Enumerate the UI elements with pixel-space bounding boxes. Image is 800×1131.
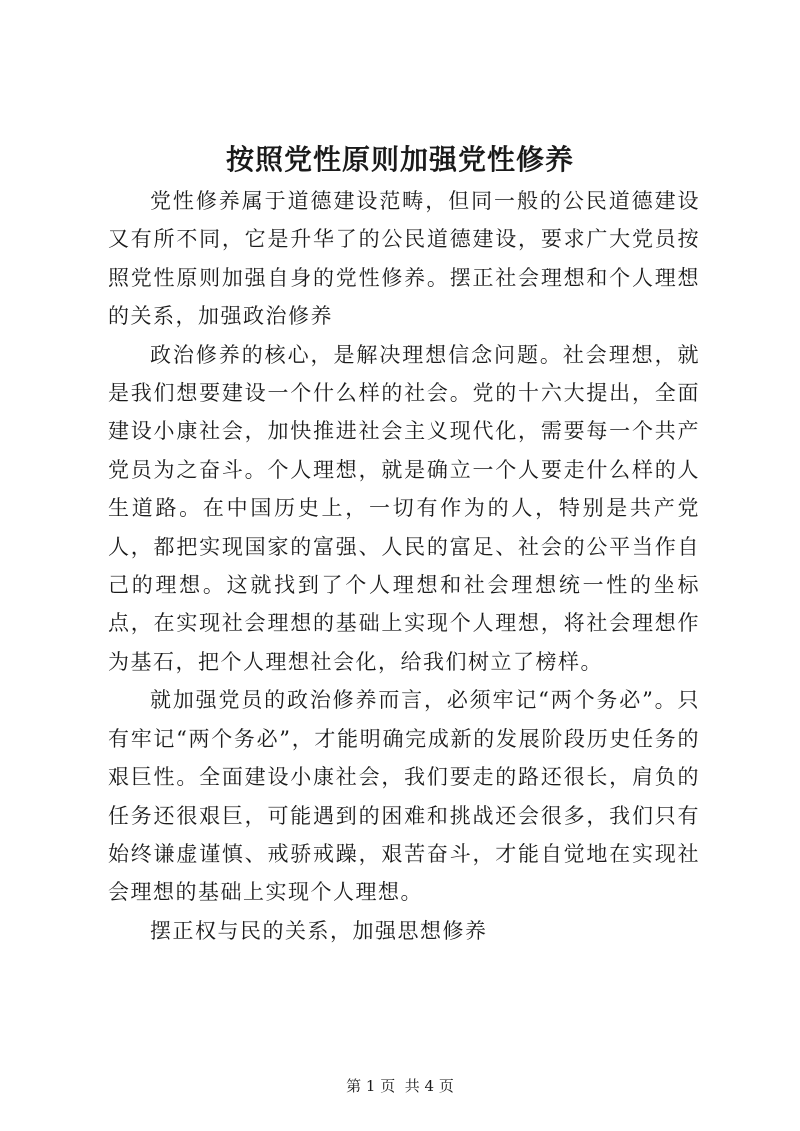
paragraph: 就加强党员的政治修养而言，必须牢记“两个务必”。只有牢记“两个务必”，才能明确完成新的发展阶段历史任务的艰巨性。全面建设小康社会，我们要走的路还很长，肩负的任务还很艰巨，可能遇到的困难和挑战还会很多，我们只有始终谦虚谨慎、戒骄戒躁，艰苦奋斗，才能自觉地在实现社会理想的基础上实现个人理想。 (108, 688, 700, 905)
document-body (108, 182, 700, 950)
paragraph: 党性修养属于道德建设范畴，但同一般的公民道德建设又有所不同，它是升华了的公民道德建设，要求广大党员按照党性原则加强自身的党性修养。摆正社会理想和个人理想的关系，加强政治修养 (108, 189, 700, 329)
paragraph: 摆正权与民的关系，加强思想修养 (150, 918, 488, 943)
paragraph: 政治修养的核心，是解决理想信念问题。社会理想，就是我们想要建设一个什么样的社会。党的十六大提出，全面建设小康社会，加快推进社会主义现代化，需要每一个共产党员为之奋斗。个人理想，就是确立一个人要走什么样的人生道路。在中国历史上，一切有作为的人，特别是共产党人，都把实现国家的富强、人民的富足、社会的公平当作自己的理想。这就找到了个人理想和社会理想统一性的坐标点，在实现社会理想的基础上实现个人理想，将社会理想作为基石，把个人理想社会化，给我们树立了榜样。 (108, 342, 700, 674)
page-number-label: 第 1 页 共 4 页 (346, 1077, 454, 1095)
page-footer (0, 1076, 800, 1096)
document-title: 按照党性原则加强党性修养 (225, 143, 574, 176)
